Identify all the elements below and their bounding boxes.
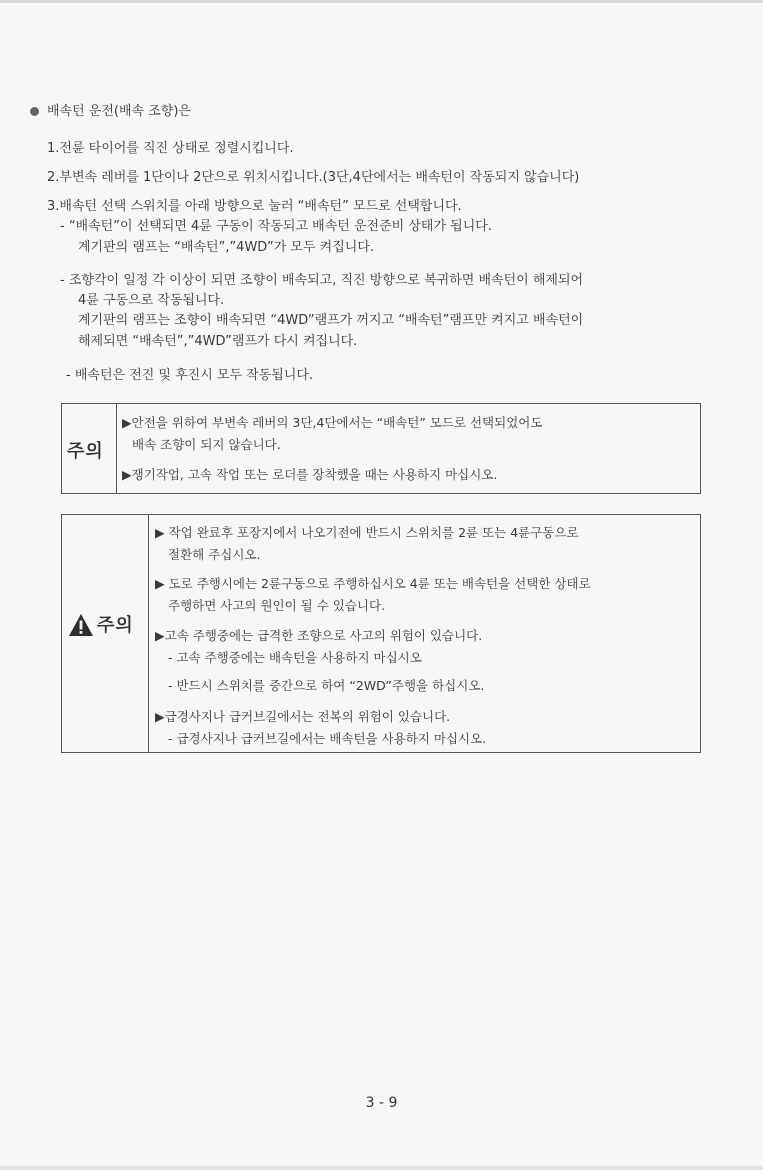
caution-box-1	[61, 403, 701, 494]
warning-label-column	[62, 515, 149, 752]
warning-line-7: - 반드시 스위치를 중간으로 하여 “2WD”주행을 하십시오.	[168, 678, 485, 693]
caution-1-line-3: ▶쟁기작업, 고속 작업 또는 로더를 장착했을 때는 사용하지 마십시오.	[122, 467, 498, 482]
warning-line-9: - 급경사지나 급커브길에서는 배속턴을 사용하지 마십시오.	[168, 731, 487, 746]
caution-1-line-1: ▶안전을 위하여 부변속 레버의 3단,4단에서는 “배속턴” 모드로 선택되었어도	[122, 415, 543, 430]
step-1: 1.전륜 타이어를 직진 상태로 정렬시킵니다.	[47, 141, 294, 156]
step-3-sub-2-cont-1: 4륜 구동으로 작동됩니다.	[78, 293, 225, 308]
step-3-sub-2-cont-2: 계기판의 램프는 조향이 배속되면 “4WD”램프가 꺼지고 “배속턴”램프만 켜지고 배속턴이	[78, 313, 584, 328]
warning-triangle-icon	[68, 613, 94, 637]
warning-line-5: ▶고속 주행중에는 급격한 조향으로 사고의 위험이 있습니다.	[155, 628, 483, 643]
step-3-sub-3: - 배속턴은 전진 및 후진시 모두 작동됩니다.	[66, 368, 314, 383]
caution-label-column	[62, 404, 117, 493]
caution-box-2	[61, 514, 701, 753]
page-bottom-edge	[0, 1166, 763, 1170]
warning-line-8: ▶급경사지나 급커브길에서는 전복의 위험이 있습니다.	[155, 709, 451, 724]
warning-label: 주의	[97, 615, 134, 636]
caution-label: 주의	[67, 441, 104, 462]
warning-line-4: 주행하면 사고의 원인이 될 수 있습니다.	[168, 598, 386, 613]
step-3: 3.배속턴 선택 스위치를 아래 방향으로 눌러 “배속턴” 모드로 선택합니다.	[47, 199, 462, 214]
bullet-dot	[30, 107, 39, 116]
section-heading	[30, 104, 191, 120]
page-number: 3 - 9	[365, 1095, 398, 1111]
page-top-edge	[0, 0, 763, 3]
heading-text: 배속턴 운전(배속 조향)은	[47, 104, 191, 119]
caution-1-line-2: 배속 조향이 되지 않습니다.	[132, 437, 281, 452]
warning-line-3: ▶ 도로 주행시에는 2륜구동으로 주행하십시오 4륜 또는 배속턴을 선택한 상태로	[155, 576, 591, 591]
warning-line-2: 절환해 주십시오.	[168, 547, 261, 562]
step-3-sub-2: - 조향각이 일정 각 이상이 되면 조향이 배속되고, 직진 방향으로 복귀하면 배속턴이 해제되어	[60, 273, 584, 288]
warning-line-6: - 고속 주행중에는 배속턴을 사용하지 마십시오	[168, 650, 422, 665]
step-3-sub-2-cont-3: 해제되면 “배속턴”,”4WD”램프가 다시 켜집니다.	[78, 334, 358, 349]
step-3-sub-1-cont: 계기판의 램프는 “배속턴”,”4WD”가 모두 켜집니다.	[78, 240, 375, 255]
step-3-sub-1: - “배속턴”이 선택되면 4륜 구동이 작동되고 배속턴 운전준비 상태가 됩니다.	[60, 219, 492, 234]
warning-line-1: ▶ 작업 완료후 포장지에서 나오기전에 반드시 스위치를 2륜 또는 4륜구동으로	[155, 525, 579, 540]
step-2: 2.부변속 레버를 1단이나 2단으로 위치시킵니다.(3단,4단에서는 배속턴이 작동되지 않습니다)	[47, 170, 580, 185]
